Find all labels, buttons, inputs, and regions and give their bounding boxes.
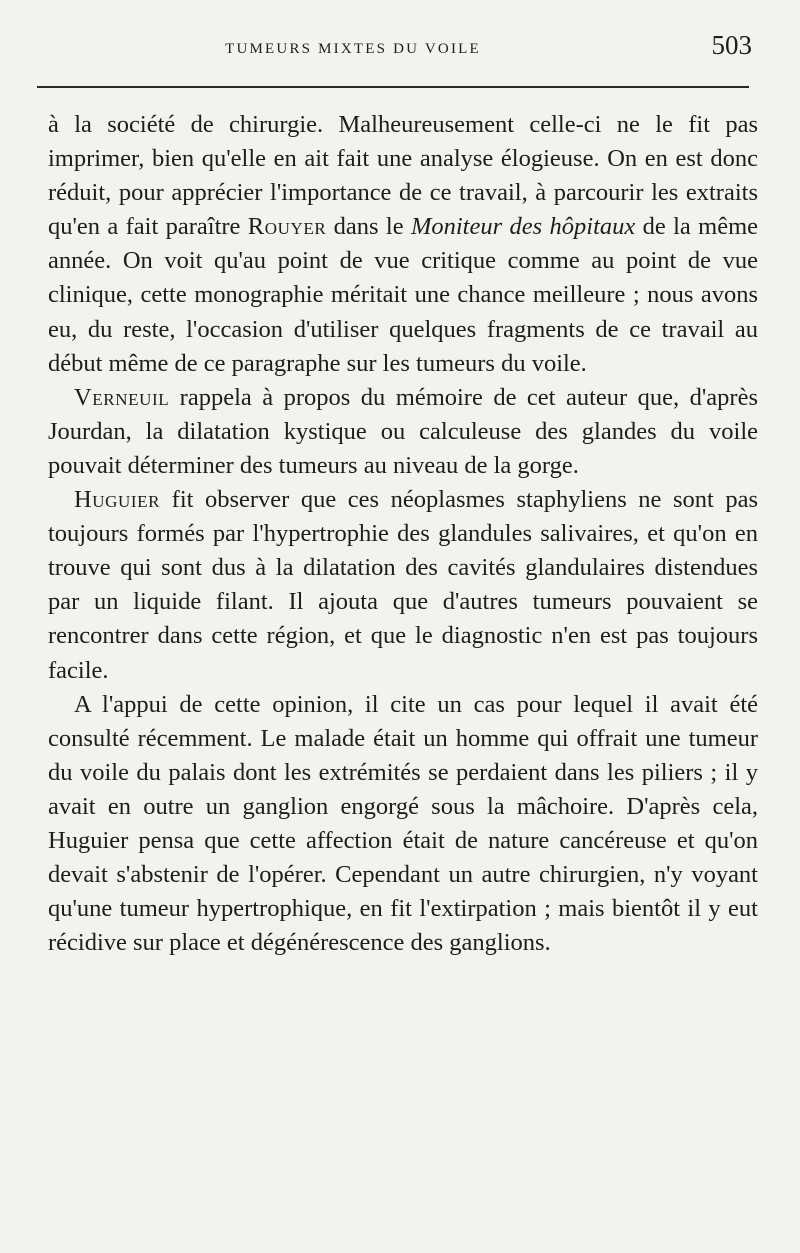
page-number: 503 xyxy=(711,30,752,60)
running-title: TUMEURS MIXTES DU VOILE xyxy=(225,41,481,57)
text-run: fit observer que ces néoplasmes staphyliens ne sont pas toujours formés par l'hypertrophie des glandules salivaires, et qu'on en trouve qui sont dus à la dilatation des cavités glandulaires distendues par un liquide filant. Il ajouta que d'autres tumeurs pouvaient se rencontrer dans cette région, et que le diagnostic n'en est pas toujours facile. xyxy=(48,486,758,684)
paragraph-4 xyxy=(48,688,758,961)
paragraph-1 xyxy=(48,108,758,381)
author-name-verneuil: Verneuil xyxy=(74,383,170,411)
text-run: à la société de chirurgie. Malheureusement celle-ci ne le fit pas imprimer, bien qu'elle en ait fait une analyse élogieuse. On en est donc réduit, pour apprécier l'importance de ce travail, à parcourir les extraits qu'en a fait paraître xyxy=(48,111,758,241)
paragraph-2 xyxy=(48,381,758,483)
text-run: rappela à propos du mémoire de cet auteur que, d'après Jourdan, la dilatation kystique ou calculeuse des glandes du voile pouvait déterminer des tumeurs au niveau de la gorge. xyxy=(48,383,758,479)
paragraph-3 xyxy=(48,483,758,688)
text-run: dans le xyxy=(326,213,411,241)
body-text xyxy=(48,108,758,960)
text-run: A l'appui de cette opinion, il cite un cas pour lequel il avait été consulté récemment. Le malade était un homme qui offrait une tumeur du voile du palais dont les extrémités se perdaient dans les piliers ; il y avait en outre un ganglion engorgé sous la mâchoire. D'après cela, Huguier pensa que cette affection était de nature cancéreuse et qu'on devait s'abstenir de l'opérer. Cependant un autre chirurgien, n'y voyant qu'une tumeur hypertrophique, en fit l'extirpation ; mais bientôt il y eut récidive sur place et dégénérescence des ganglions. xyxy=(48,690,758,957)
text-run: de la même année. On voit qu'au point de vue critique comme au point de vue clinique, cette monographie méritait une chance meilleure ; nous avons eu, du reste, l'occasion d'utiliser quelques fragments de ce travail au début même de ce paragraphe sur les tumeurs du voile. xyxy=(48,213,759,377)
author-name-rouyer: Rouyer xyxy=(247,213,327,241)
header-rule xyxy=(37,86,749,88)
running-head xyxy=(38,30,754,70)
journal-title: Moniteur des hôpitaux xyxy=(410,213,636,241)
author-name-huguier: Huguier xyxy=(74,486,161,514)
